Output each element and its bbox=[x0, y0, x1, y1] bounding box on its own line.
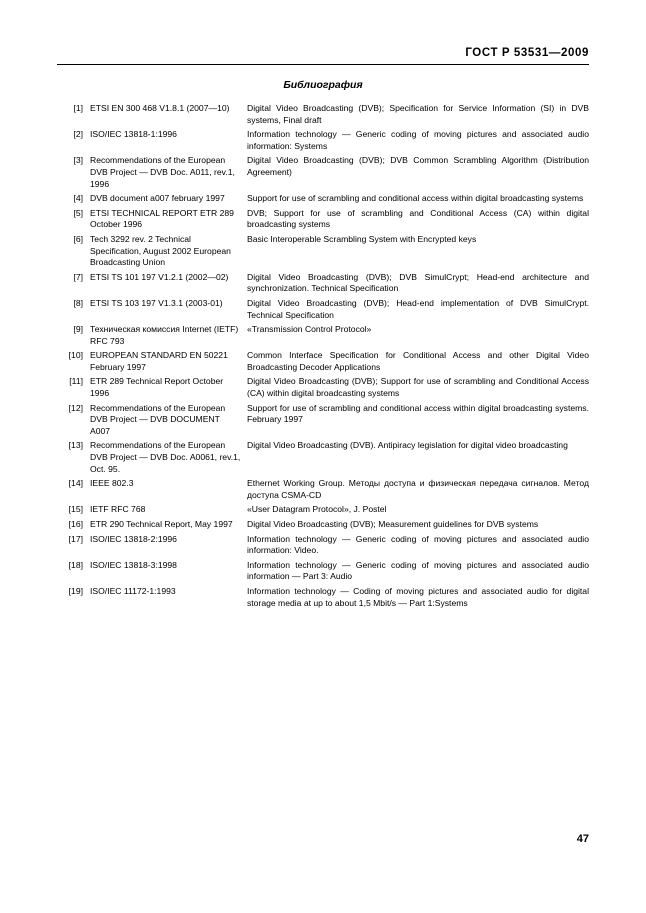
reference-description: Information technology — Generic coding of moving pictures and associated audio information: Video. bbox=[247, 533, 589, 556]
reference-source: IEEE 802.3 bbox=[90, 478, 134, 489]
reference-description: Support for use of scrambling and conditional access within digital broadcasting systems bbox=[247, 193, 584, 204]
reference-number: [4] bbox=[73, 193, 83, 204]
reference-item bbox=[57, 129, 589, 152]
reference-number: [9] bbox=[73, 324, 83, 335]
reference-item bbox=[57, 155, 589, 190]
page-number: 47 bbox=[576, 833, 589, 845]
reference-number: [12] bbox=[68, 402, 83, 413]
reference-item bbox=[57, 103, 589, 126]
reference-source: DVB document a007 february 1997 bbox=[90, 193, 225, 204]
reference-source: ISO/IEC 11172-1:1993 bbox=[90, 585, 176, 596]
reference-description: Digital Video Broadcasting (DVB); DVB Common Scrambling Algorithm (Distribution Agreement) bbox=[247, 155, 589, 177]
reference-item bbox=[57, 298, 589, 321]
reference-number: [16] bbox=[68, 519, 83, 529]
reference-description: «User Datagram Protocol», J. Postel bbox=[247, 504, 387, 515]
reference-item bbox=[57, 324, 589, 347]
reference-number: [3] bbox=[73, 155, 83, 166]
reference-description: Information technology — Coding of moving pictures and associated audio for digital storage media at up to about 1,5 Mbit/s — Part 1:Systems bbox=[247, 585, 589, 608]
reference-description: Common Interface Specification for Conditional Access and other Digital Video Broadcasting Decoder Applications bbox=[247, 350, 589, 372]
reference-description: Digital Video Broadcasting (DVB); DVB SimulCrypt; Head-end architecture and synchronization. Technical Specification bbox=[247, 271, 589, 294]
reference-description: Ethernet Working Group. Методы доступа и физическая передача сигналов. Метод доступа CSMA-CD bbox=[247, 478, 589, 500]
reference-description: Information technology — Generic coding of moving pictures and associated audio information: Systems bbox=[247, 129, 589, 151]
reference-number: [8] bbox=[73, 297, 83, 308]
reference-source: Recommendations of the European DVB Project — DVB DOCUMENT A007 bbox=[90, 402, 226, 436]
reference-number: [5] bbox=[73, 207, 83, 218]
reference-item bbox=[57, 504, 589, 516]
reference-source: Техническая комиссия Internet (IETF) RFC 793 bbox=[90, 324, 239, 346]
reference-description: Digital Video Broadcasting (DVB); Specification for Service Information (SI) in DVB systems, Final draft bbox=[247, 103, 589, 125]
reference-number: [2] bbox=[73, 129, 83, 140]
reference-source: Recommendations of the European DVB Project — DVB Doc. A0061, rev.1, Oct. 95. bbox=[90, 440, 241, 474]
reference-source: EUROPEAN STANDARD EN 50221 February 1997 bbox=[90, 350, 228, 372]
reference-description: Digital Video Broadcasting (DVB); Measurement guidelines for DVB systems bbox=[247, 519, 539, 529]
reference-description: Support for use of scrambling and conditional access within digital broadcasting systems. February 1997 bbox=[247, 402, 589, 425]
page-title: Библиография bbox=[283, 79, 363, 91]
reference-source: ISO/IEC 13818-1:1996 bbox=[90, 129, 177, 140]
reference-number: [14] bbox=[68, 478, 83, 489]
reference-description: Digital Video Broadcasting (DVB); Support for use of scrambling and Conditional Access (CA) within digital broadcasting systems bbox=[247, 376, 589, 399]
reference-source: Tech 3292 rev. 2 Technical Specification, August 2002 European Broadcasting Union bbox=[90, 233, 231, 268]
reference-number: [11] bbox=[69, 376, 83, 387]
reference-description: Digital Video Broadcasting (DVB); Head-end implementation of DVB SimulCrypt. Technical Specification bbox=[247, 297, 589, 320]
reference-item bbox=[57, 586, 589, 609]
reference-source: ETR 289 Technical Report October 1996 bbox=[90, 376, 224, 399]
reference-number: [17] bbox=[68, 533, 83, 544]
reference-item bbox=[57, 478, 589, 501]
reference-description: Information technology — Generic coding of moving pictures and associated audio information — Part 3: Audio bbox=[247, 559, 589, 582]
reference-number: [10] bbox=[68, 350, 83, 361]
reference-number: [7] bbox=[73, 271, 83, 282]
reference-source: ETSI TECHNICAL REPORT ETR 289 October 1996 bbox=[90, 207, 234, 230]
reference-item bbox=[57, 272, 589, 295]
reference-item bbox=[57, 350, 589, 373]
reference-source: ETSI EN 300 468 V1.8.1 (2007—10) bbox=[90, 103, 230, 113]
reference-source: Recommendations of the European DVB Project — DVB Doc. A011, rev.1, 1996 bbox=[90, 155, 235, 189]
reference-item bbox=[57, 234, 589, 269]
header-rule bbox=[57, 64, 589, 65]
reference-number: [19] bbox=[68, 585, 83, 596]
reference-description: Basic Interoperable Scrambling System with Encrypted keys bbox=[247, 233, 477, 244]
reference-item bbox=[57, 208, 589, 231]
reference-item bbox=[57, 376, 589, 399]
reference-number: [18] bbox=[68, 559, 83, 570]
reference-item bbox=[57, 534, 589, 557]
reference-item bbox=[57, 519, 589, 531]
reference-source: ETR 290 Technical Report, May 1997 bbox=[90, 519, 233, 529]
reference-description: DVB; Support for use of scrambling and Conditional Access (CA) within digital broadcasting systems bbox=[247, 207, 589, 230]
bibliography-list bbox=[57, 103, 589, 612]
reference-number: [1] bbox=[73, 103, 83, 113]
reference-item bbox=[57, 403, 589, 438]
reference-item bbox=[57, 440, 589, 475]
reference-number: [6] bbox=[73, 233, 83, 244]
reference-source: ETSI TS 101 197 V1.2.1 (2002—02) bbox=[90, 271, 229, 282]
reference-source: ISO/IEC 13818-2:1996 bbox=[90, 533, 177, 544]
reference-description: «Transmission Control Protocol» bbox=[247, 324, 372, 335]
reference-source: ETSI TS 103 197 V1.3.1 (2003-01) bbox=[90, 297, 223, 308]
reference-description: Digital Video Broadcasting (DVB). Antipiracy legislation for digital video broadcasting bbox=[247, 440, 568, 451]
page-header: ГОСТ Р 53531—2009 bbox=[465, 47, 589, 59]
reference-item bbox=[57, 193, 589, 205]
reference-number: [13] bbox=[68, 440, 83, 451]
reference-number: [15] bbox=[68, 504, 83, 515]
reference-item bbox=[57, 560, 589, 583]
reference-source: ISO/IEC 13818-3:1998 bbox=[90, 559, 177, 570]
reference-source: IETF RFC 768 bbox=[90, 504, 146, 515]
